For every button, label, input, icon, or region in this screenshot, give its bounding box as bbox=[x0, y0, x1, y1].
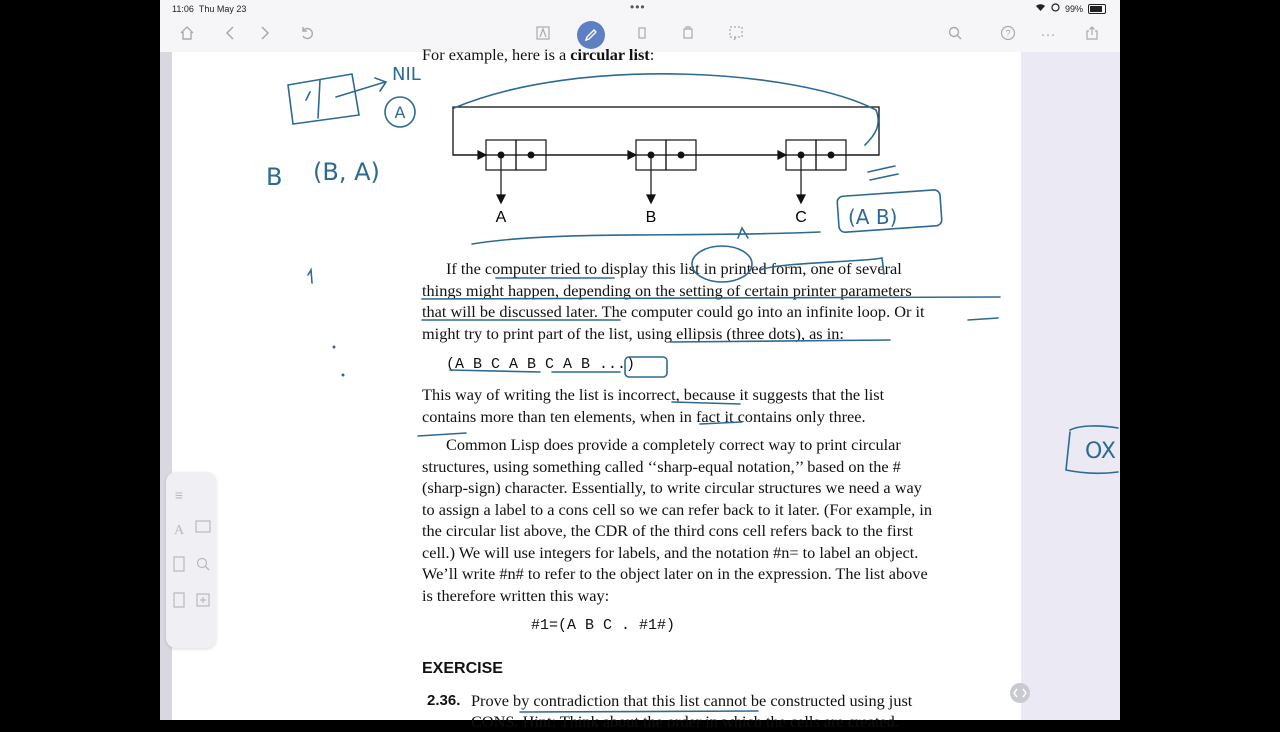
para3-line4: to assign a label to a cons cell so we can refer back to it later. (For example, in bbox=[422, 500, 932, 519]
cell-label-b: B bbox=[645, 209, 657, 226]
collapse-panel-icon[interactable]: ≡ bbox=[174, 487, 184, 503]
battery-percent: 99% bbox=[1064, 3, 1083, 14]
exercise-text-cut: CONS. Hint: Think about the order in which the cells are created. bbox=[471, 712, 899, 731]
more-icon[interactable]: ··· bbox=[1040, 26, 1056, 43]
side-tool-palette bbox=[166, 472, 216, 648]
para3-line1: Common Lisp does provide a completely correct way to print circular bbox=[446, 435, 901, 454]
add-page-icon[interactable] bbox=[168, 556, 190, 578]
car-arrows bbox=[497, 155, 805, 203]
status-time: 11:06 Thu May 23 bbox=[172, 4, 247, 14]
zoom-icon[interactable] bbox=[192, 556, 214, 578]
exercise-number: 2.36. bbox=[427, 692, 461, 709]
para3-line3: (sharp-sign) character. Essentially, to write circular structures we need a way bbox=[422, 478, 922, 497]
para3-line2: structures, using something called ‘‘sharp-equal notation,’’ based on the # bbox=[422, 457, 901, 476]
ink-margin-text: OX bbox=[1085, 439, 1116, 464]
cell-label-a: A bbox=[495, 209, 507, 226]
ellipsis-code: (A B C A B C A B ...) bbox=[446, 356, 636, 373]
intro-line: For example, here is a circular list: bbox=[422, 45, 655, 64]
ink-circled-a-text: A bbox=[394, 103, 406, 122]
bookmark-page-icon[interactable] bbox=[168, 592, 190, 614]
para1-line3: that will be discussed later. The computer could go into an infinite loop. Or it bbox=[422, 302, 925, 321]
split-view-handle-icon[interactable] bbox=[1010, 683, 1030, 703]
para1-line4: might try to print part of the list, using ellipsis (three dots), as in: bbox=[422, 324, 844, 343]
para1-line2: things might happen, depending on the setting of certain printer parameters bbox=[422, 281, 912, 300]
cons-cell-diagram bbox=[160, 0, 1120, 720]
exercise-text: Prove by contradiction that this list cannot be constructed using just bbox=[471, 691, 913, 710]
svg-text:?: ? bbox=[1005, 28, 1011, 39]
para3-line7: We’ll write #n# to refer to the object later on in the expression. The list above bbox=[422, 564, 928, 583]
para2-line1: This way of writing the list is incorrect, because it suggests that the list bbox=[422, 385, 885, 404]
para1-line1: If the computer tried to display this list in printed form, one of several bbox=[446, 259, 902, 278]
para3-line5: the circular list above, the CDR of the third cons cell refers back to the first bbox=[422, 521, 913, 540]
ink-b-text: B bbox=[266, 163, 283, 191]
para3-line8: is therefore written this way: bbox=[422, 586, 610, 605]
insert-page-icon[interactable] bbox=[192, 592, 214, 614]
para2-line2: contains more than ten elements, when in fact it contains only three. bbox=[422, 407, 866, 426]
para3-line6: cell.) We will use integers for labels, and the notation #n= to label an object. bbox=[422, 543, 919, 562]
cell-label-c: C bbox=[795, 209, 807, 226]
sharp-equal-code: #1=(A B C . #1#) bbox=[531, 617, 676, 634]
font-icon[interactable]: A bbox=[173, 523, 185, 538]
ink-result-text: (A B) bbox=[848, 205, 898, 229]
multitasking-dots[interactable]: ••• bbox=[630, 0, 646, 14]
ink-pair-text: (B, A) bbox=[313, 158, 380, 186]
ipad-screen bbox=[160, 0, 1120, 731]
exercise-heading: EXERCISE bbox=[422, 660, 503, 677]
text-box-icon[interactable] bbox=[192, 520, 214, 542]
ink-nil-text: NIL bbox=[392, 64, 421, 85]
